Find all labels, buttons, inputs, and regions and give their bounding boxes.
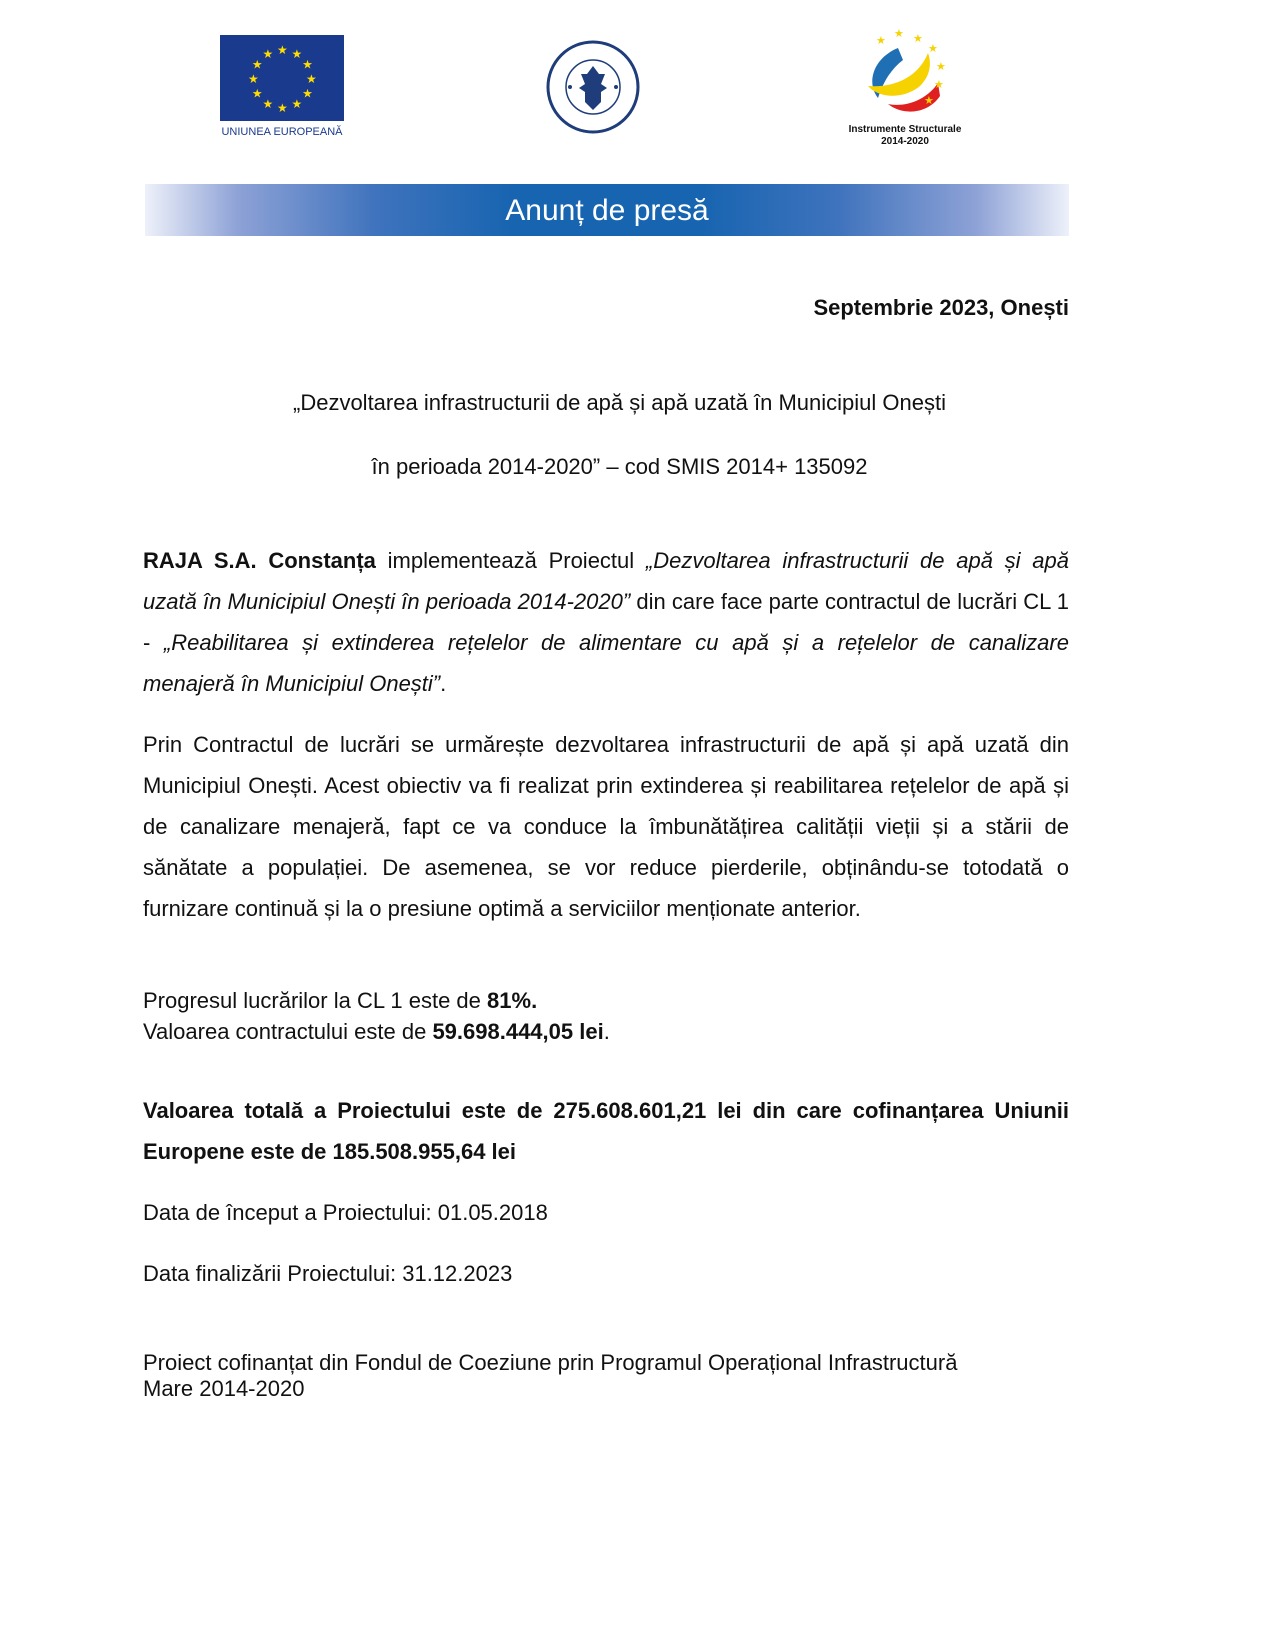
- project-title-line1: „Dezvoltarea infrastructurii de apă și apă uzată în Municipiul Onești: [293, 390, 946, 415]
- paragraph-implementation: [143, 540, 1069, 704]
- structural-instruments-logo: [858, 28, 954, 124]
- text: Valoarea contractului este de: [143, 1019, 433, 1044]
- eu-star-icon: ★: [251, 86, 263, 101]
- eu-star-icon: ★: [306, 72, 317, 86]
- eu-star-icon: ★: [277, 43, 288, 57]
- start-date: Data de început a Proiectului: 01.05.2018: [143, 1200, 548, 1225]
- contract-value: 59.698.444,05 lei: [432, 1019, 604, 1044]
- is-label-line2: 2014-2020: [881, 136, 929, 147]
- paragraph-objective: Prin Contractul de lucrări se urmărește dezvoltarea infrastructurii de apă și apă uzată din Municipiul Onești. Acest obiectiv va fi realizat prin extinderea și reabilitarea rețelelor de apă și de canalizare menajeră, fapt ce va conduce la îmbunătățirea calității vieții și a stării de sănătate a populației. De asemenea, se vor reduce pierderile, obținându-se totodată o furnizare continuă și la o presiune optimă a serviciilor menționate anterior.: [143, 732, 1069, 921]
- eu-star-icon: ★: [302, 57, 313, 72]
- structural-instruments-label: [820, 124, 990, 148]
- press-release-banner: Anunț de presă: [145, 184, 1069, 236]
- eu-label: UNIUNEA EUROPEANĂ: [221, 126, 343, 138]
- eu-star-icon: ★: [291, 46, 303, 61]
- eu-star-icon: ★: [302, 86, 313, 101]
- date-place: Septembrie 2023, Onești: [813, 295, 1069, 320]
- contract-name: „Reabilitarea și extinderea rețelelor de alimentare cu apă și a rețelelor de canalizare menajeră în Municipiul Onești”: [143, 630, 1069, 696]
- company-name: RAJA S.A. Constanța: [143, 548, 376, 573]
- progress-value: 81%: [487, 988, 532, 1013]
- progress-line: [143, 988, 537, 1014]
- footer-cofinancing: [143, 1350, 957, 1402]
- eu-star-icon: ★: [277, 101, 288, 115]
- end-date: Data finalizării Proiectului: 31.12.2023: [143, 1261, 513, 1286]
- svg-text:★: ★: [936, 60, 946, 73]
- text: implementează Proiectul: [375, 548, 646, 573]
- text: Progresul lucrărilor la CL 1 este de: [143, 988, 488, 1013]
- svg-text:★: ★: [934, 78, 944, 91]
- svg-text:★: ★: [913, 32, 923, 45]
- contract-value-line: [143, 1019, 610, 1045]
- project-title-line2: în perioada 2014-2020” – cod SMIS 2014+ 135092: [371, 454, 868, 479]
- project-name: „Dezvoltarea infrastructurii de apă și apă uzată în Municipiul Onești în perioada 2014-2020”: [143, 548, 1069, 614]
- eu-star-icon: ★: [262, 46, 274, 61]
- text: din care face parte contractul de lucrări CL 1 -: [143, 589, 1070, 655]
- romanian-government-seal-logo: [546, 40, 640, 134]
- eu-flag-logo: [220, 35, 344, 121]
- svg-text:★: ★: [928, 42, 938, 55]
- eu-star-icon: ★: [251, 57, 263, 72]
- is-label-line1: Instrumente Structurale: [848, 124, 962, 135]
- text: .: [440, 671, 447, 696]
- footer-line2: Mare 2014-2020: [143, 1376, 305, 1401]
- eu-star-icon: ★: [248, 72, 259, 86]
- svg-text:★: ★: [894, 28, 904, 40]
- text: .: [603, 1019, 610, 1044]
- eu-star-icon: ★: [291, 97, 303, 112]
- footer-line1: Proiect cofinanțat din Fondul de Coeziune prin Programul Operațional Infrastructură: [143, 1350, 958, 1375]
- svg-text:★: ★: [924, 94, 934, 107]
- svg-text:★: ★: [876, 34, 886, 47]
- total-value-paragraph: Valoarea totală a Proiectului este de 275.608.601,21 lei din care cofinanțarea Uniunii Europene este de 185.508.955,64 lei: [143, 1098, 1069, 1164]
- eu-star-icon: ★: [262, 97, 274, 112]
- text: .: [531, 988, 538, 1013]
